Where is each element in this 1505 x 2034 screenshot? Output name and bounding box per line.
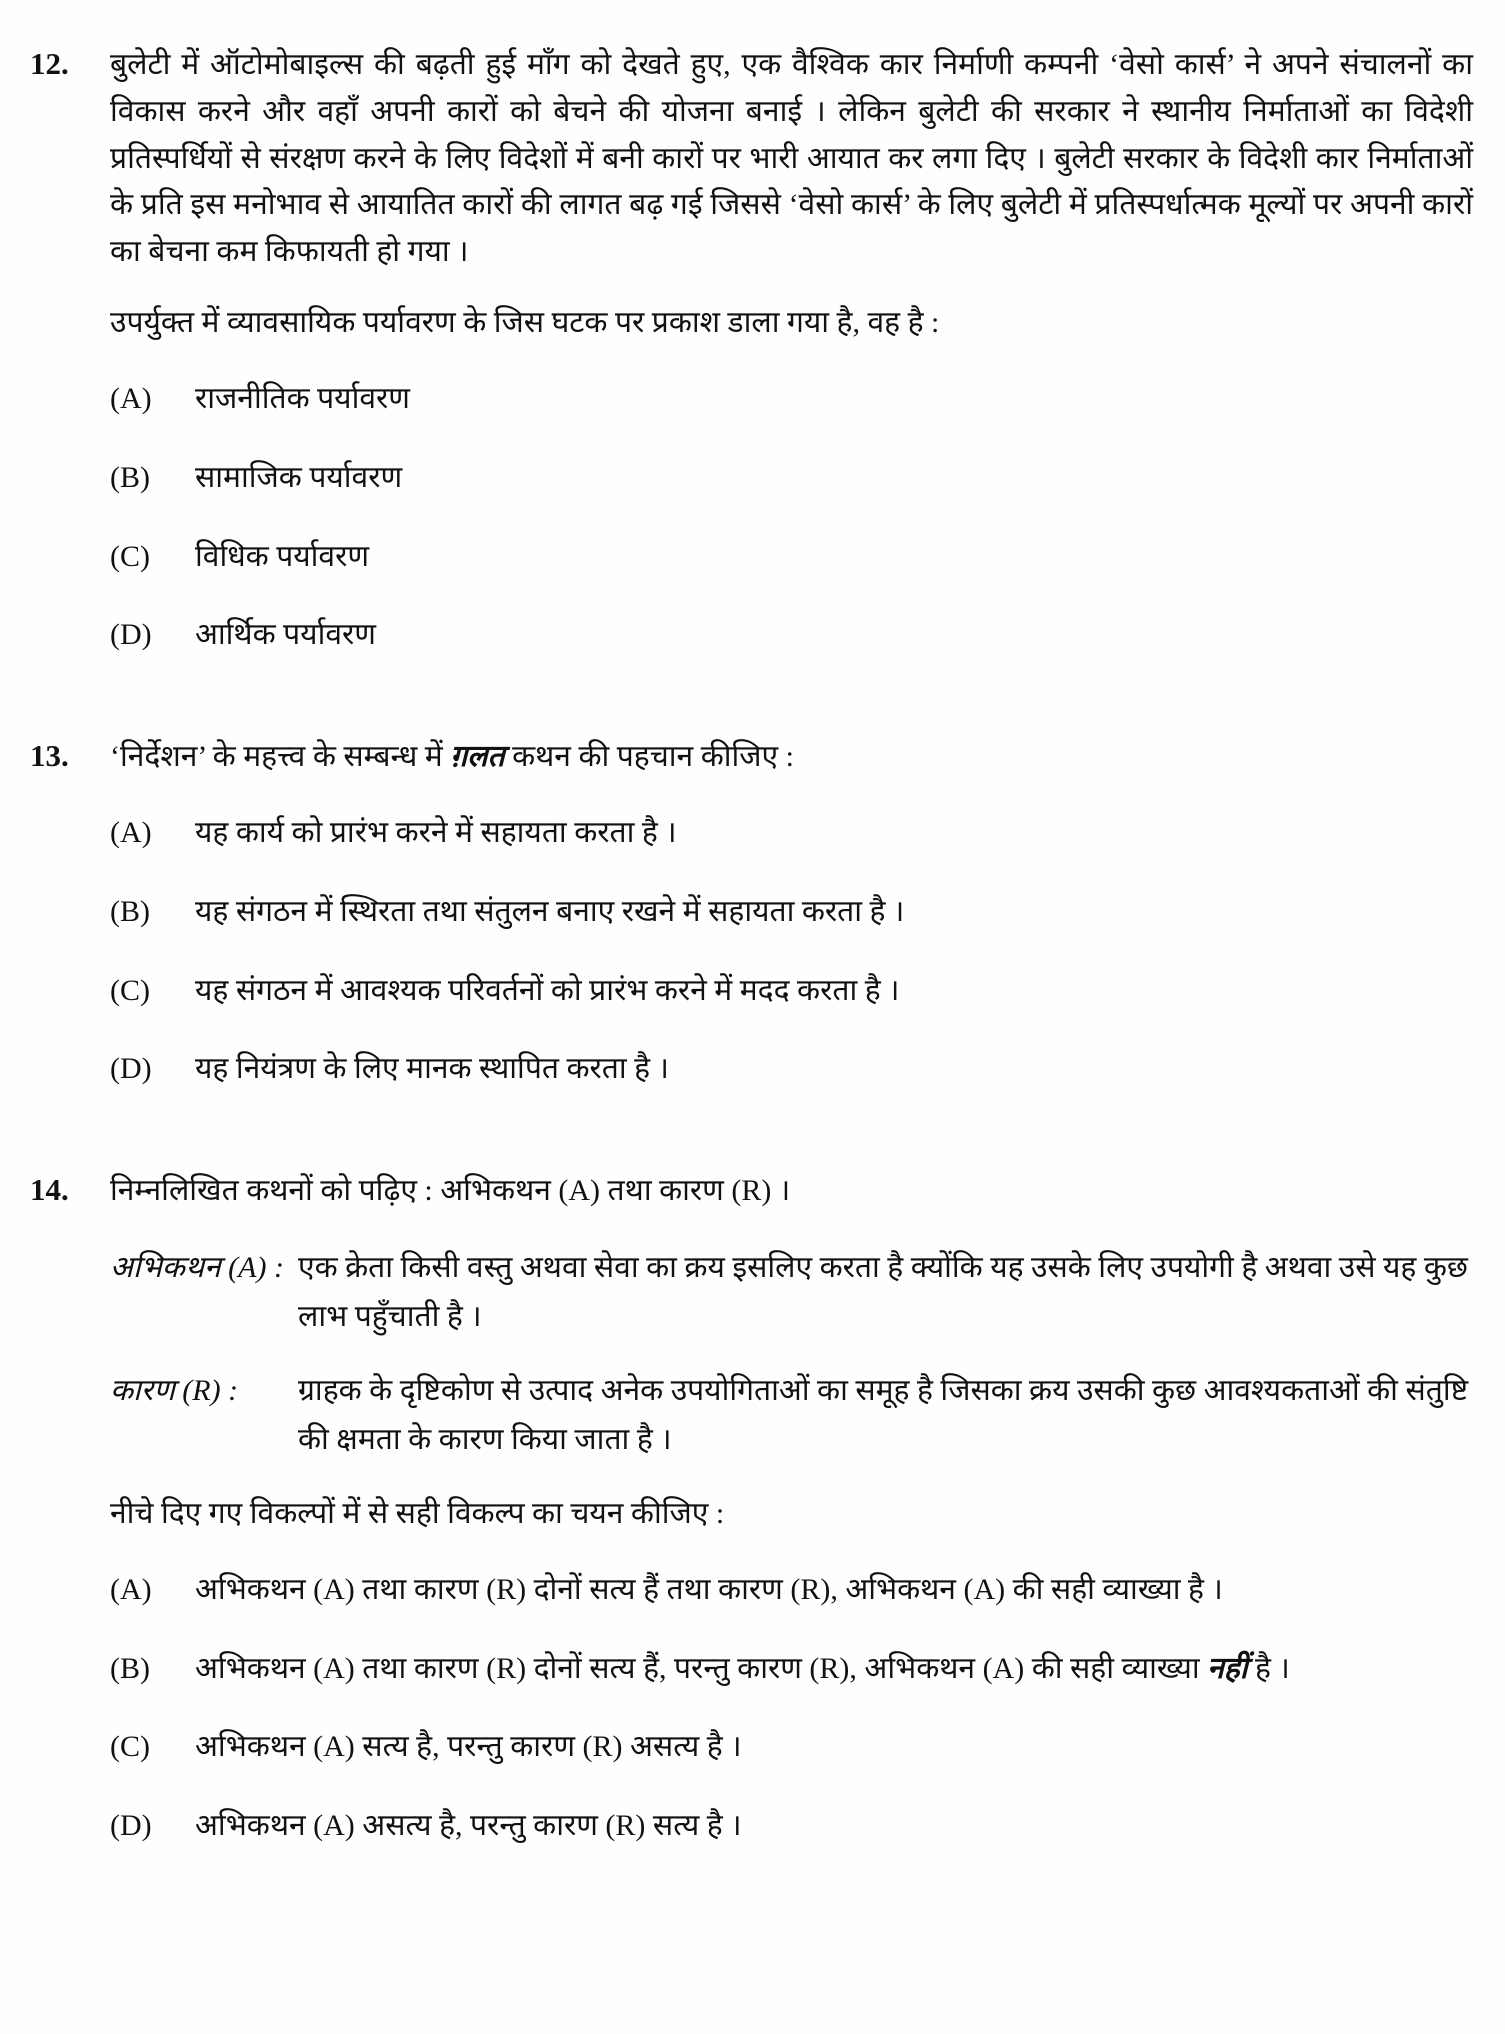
- option-letter: (C): [110, 973, 150, 1007]
- option-text-pre: अभिकथन (A) सत्य है, परन्तु कारण (R) असत्य है ।: [195, 1730, 742, 1764]
- option-letter: (D): [110, 1808, 152, 1842]
- assertion-text: एक क्रेता किसी वस्तु अथवा सेवा का क्रय इसलिए करता है क्योंकि यह उसके लिए उपयोगी है अथवा उसे यह कुछ लाभ पहुँचाती है ।: [298, 1251, 1468, 1333]
- option-text: [195, 1567, 1473, 1613]
- question-stem: [110, 1168, 1473, 1215]
- option-text-pre: अभिकथन (A) तथा कारण (R) दोनों सत्य हैं तथा कारण (R), अभिकथन (A) की सही व्याख्या है ।: [195, 1573, 1223, 1607]
- option-letter: (D): [110, 1052, 152, 1086]
- option-row: [110, 1646, 1473, 1692]
- reason-row: [110, 1367, 1473, 1464]
- option-text-pre: यह नियंत्रण के लिए मानक स्थापित करता है ।: [195, 1052, 669, 1086]
- option-row: [110, 889, 1473, 935]
- option-text-pre: विधिक पर्यावरण: [195, 539, 370, 573]
- option-letter: (B): [110, 894, 150, 928]
- stem-text: ‘निर्देशन’ के महत्त्व के सम्बन्ध में: [110, 739, 451, 773]
- question-14: [30, 1168, 1473, 1849]
- option-text: [195, 1046, 1473, 1092]
- option-row: [110, 455, 1473, 501]
- reason-text: ग्राहक के दृष्टिकोण से उत्पाद अनेक उपयोगिताओं का समूह है जिसका क्रय उसकी कुछ आवश्यकताओं की संतुष्टि की क्षमता के कारण किया जाता है ।: [298, 1374, 1469, 1457]
- option-letter: (B): [110, 461, 150, 495]
- stem-text: उपर्युक्त में व्यावसायिक पर्यावरण के जिस घटक पर प्रकाश डाला गया है, वह है :: [110, 305, 940, 339]
- option-text: [195, 1803, 1473, 1849]
- option-row: [110, 534, 1473, 580]
- option-row: [110, 1803, 1473, 1849]
- option-row: [110, 810, 1473, 856]
- option-text-post: है ।: [1247, 1651, 1290, 1685]
- option-letter: (D): [110, 618, 152, 652]
- option-row: [110, 376, 1473, 422]
- option-row: [110, 968, 1473, 1014]
- question-stem: [110, 734, 1473, 781]
- option-text-pre: सामाजिक पर्यावरण: [195, 461, 403, 495]
- option-letter: (B): [110, 1651, 150, 1685]
- question-paragraph: बुलेटी में ऑटोमोबाइल्स की बढ़ती हुई माँग को देखते हुए, एक वैश्विक कार निर्माणी कम्पनी ‘वेसो कार्स’ ने अपने संचालनों का विकास करने और वहाँ अपनी कारों को बेचने की योजना बनाई । लेकिन बुलेटी की सरकार ने स्थानीय निर्माताओं का विदेशी प्रतिस्पर्धियों से संरक्षण करने के लिए विदेशों में बनी कारों पर भारी आयात कर लगा दिए । बुलेटी सरकार के विदेशी कार निर्माताओं के प्रति इस मनोभाव से आयातित कारों की लागत बढ़ गई जिससे ‘वेसो कार्स’ के लिए बुलेटी में प्रतिस्पर्धात्मक मूल्यों पर अपनी कारों का बेचना कम किफायती हो गया ।: [110, 48, 1473, 269]
- question-number: 13.: [30, 737, 69, 773]
- option-text: [195, 376, 1473, 422]
- option-text: [195, 612, 1473, 658]
- option-text-pre: यह संगठन में स्थिरता तथा संतुलन बनाए रखने में सहायता करता है ।: [195, 894, 905, 928]
- question-13: [30, 734, 1473, 1092]
- option-row: [110, 1724, 1473, 1770]
- stem-text-post: कथन की पहचान कीजिए :: [504, 739, 794, 773]
- option-text: [195, 1724, 1473, 1770]
- option-row: [110, 1046, 1473, 1092]
- assertion-label: अभिकथन (A) :: [110, 1251, 284, 1285]
- option-text: [195, 968, 1473, 1014]
- option-text: [195, 1646, 1473, 1692]
- option-text: [195, 455, 1473, 501]
- question-stem: [110, 300, 1473, 347]
- option-row: [110, 612, 1473, 658]
- option-text-emphasis: नहीं: [1207, 1651, 1248, 1685]
- option-letter: (C): [110, 1730, 150, 1764]
- assertion-row: [110, 1244, 1473, 1341]
- option-text-pre: राजनीतिक पर्यावरण: [195, 382, 410, 416]
- option-text-pre: यह कार्य को प्रारंभ करने में सहायता करता है ।: [195, 816, 677, 850]
- option-letter: (A): [110, 1573, 152, 1607]
- question-body: [110, 734, 1473, 1092]
- reason-label: कारण (R) :: [110, 1374, 239, 1408]
- option-letter: (A): [110, 816, 152, 850]
- option-text: [195, 810, 1473, 856]
- question-body: [110, 42, 1473, 658]
- stem-emphasis: ग़लत: [450, 739, 505, 773]
- question-body: [110, 1168, 1473, 1849]
- option-text-pre: आर्थिक पर्यावरण: [195, 618, 376, 652]
- option-text: [195, 889, 1473, 935]
- option-letter: (A): [110, 382, 152, 416]
- option-text-pre: यह संगठन में आवश्यक परिवर्तनों को प्रारंभ करने में मदद करता है ।: [195, 973, 900, 1007]
- question-number: 12.: [30, 46, 69, 81]
- option-row: [110, 1567, 1473, 1613]
- stem-text: निम्नलिखित कथनों को पढ़िए : अभिकथन (A) तथा कारण (R) ।: [110, 1173, 791, 1207]
- option-letter: (C): [110, 539, 150, 573]
- question-12: [30, 42, 1473, 658]
- question-number: 14.: [30, 1171, 69, 1207]
- option-text: [195, 534, 1473, 580]
- option-text-pre: अभिकथन (A) तथा कारण (R) दोनों सत्य हैं, परन्तु कारण (R), अभिकथन (A) की सही व्याख्या: [195, 1651, 1208, 1685]
- option-text-pre: अभिकथन (A) असत्य है, परन्तु कारण (R) सत्य है ।: [195, 1808, 742, 1842]
- select-prompt: नीचे दिए गए विकल्पों में से सही विकल्प का चयन कीजिए :: [110, 1496, 725, 1530]
